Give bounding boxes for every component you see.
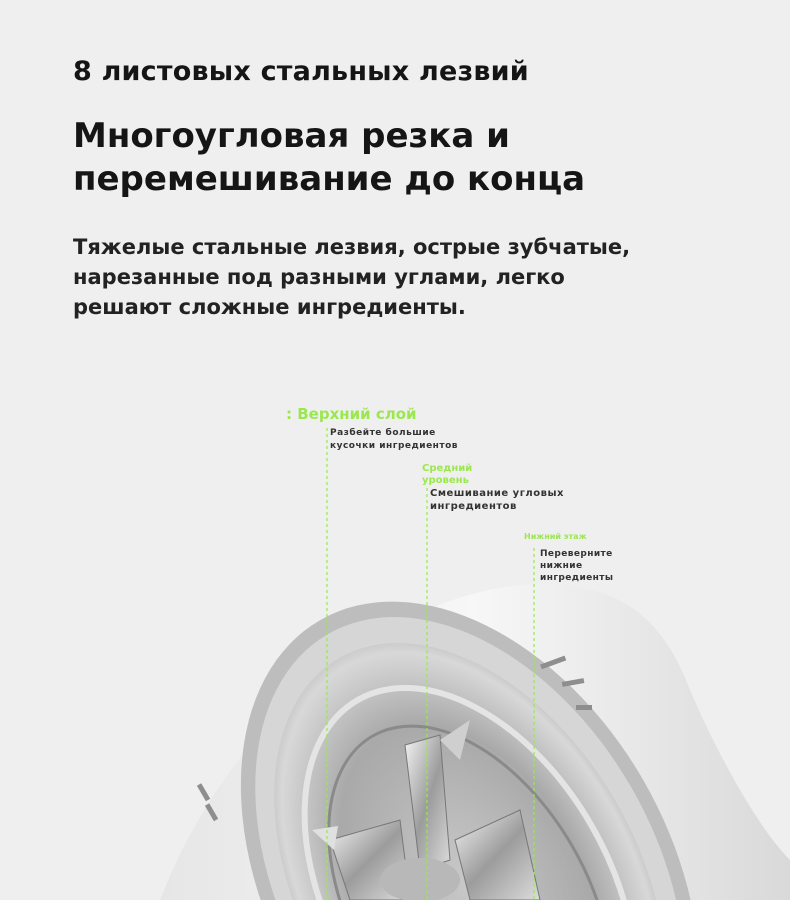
callout-top-text: Разбейте большие кусочки ингредиентов [330, 428, 458, 451]
callout-middle-text: Смешивание угловых ингредиентов [430, 488, 564, 512]
callout-top-title: : Верхний слой [286, 405, 417, 423]
heading-line-1: Многоугловая резка и [73, 116, 510, 156]
section-subtitle: 8 листовых стальных лезвий [73, 56, 529, 87]
callout-bottom-text: Переверните нижние ингредиенты [540, 549, 614, 583]
callout-middle-title: Средний уровень [422, 463, 473, 486]
description-line-3: решают сложные ингредиенты. [73, 295, 466, 319]
callout-bottom-title: Нижний этаж [524, 532, 587, 541]
description-line-1: Тяжелые стальные лезвия, острые зубчатые, [73, 235, 631, 259]
heading-line-2: перемешивание до конца [73, 159, 586, 199]
description-line-2: нарезанные под разными углами, легко [73, 265, 565, 289]
description [73, 232, 733, 322]
page-heading [73, 115, 693, 201]
